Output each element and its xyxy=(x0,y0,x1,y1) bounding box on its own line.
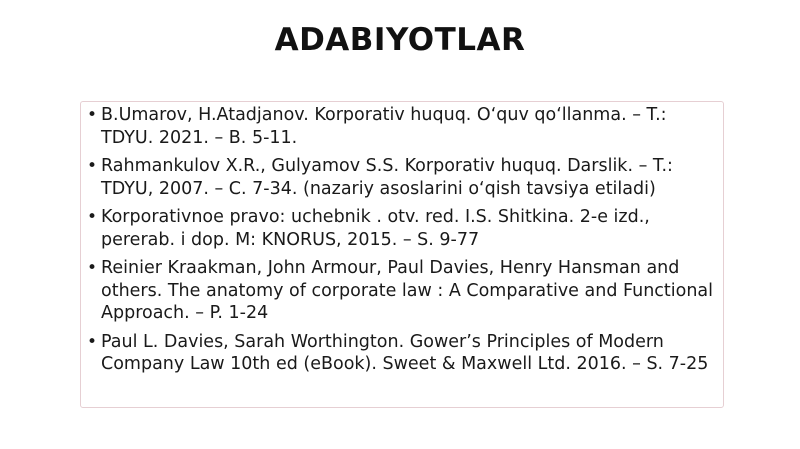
bullet-icon: • xyxy=(87,331,98,352)
references-box xyxy=(80,101,724,408)
references-list xyxy=(87,104,719,382)
bullet-icon: • xyxy=(87,156,98,176)
bullet-icon: • xyxy=(87,258,98,278)
reference-item xyxy=(87,206,719,251)
reference-item xyxy=(87,155,719,200)
reference-item xyxy=(87,257,719,325)
reference-text: Paul L. Davies, Sarah Worthington. Gower’s Principles of Modern Company Law 10th ed (eBook). Sweet & Maxwell Ltd. 2016. – S. 7-25 xyxy=(101,331,709,374)
slide-title: ADABIYOTLAR xyxy=(274,22,526,58)
reference-text: Korporativnoe pravo: uchebnik . otv. red. I.S. Shitkina. 2-e izd., pererab. i dop. M: KNORUS, 2015. – S. 9-77 xyxy=(101,207,650,250)
bullet-icon: • xyxy=(87,207,98,227)
reference-text: Rahmankulov X.R., Gulyamov S.S. Korporativ huquq. Darslik. – T.: TDYU, 2007. – C. 7-34. (nazariy asoslarini o‘qish tavsiya etiladi) xyxy=(101,156,673,199)
reference-item xyxy=(87,331,719,376)
reference-text: Reinier Kraakman, John Armour, Paul Davies, Henry Hansman and others. The anatomy of corporate law : A Comparative and Functional Approach. – P. 1-24 xyxy=(101,258,714,323)
bullet-icon: • xyxy=(87,105,98,125)
reference-item xyxy=(87,104,719,149)
reference-text: B.Umarov, H.Atadjanov. Korporativ huquq. O‘quv qo‘llanma. – T.: TDYU. 2021. – B. 5-11. xyxy=(101,105,667,148)
